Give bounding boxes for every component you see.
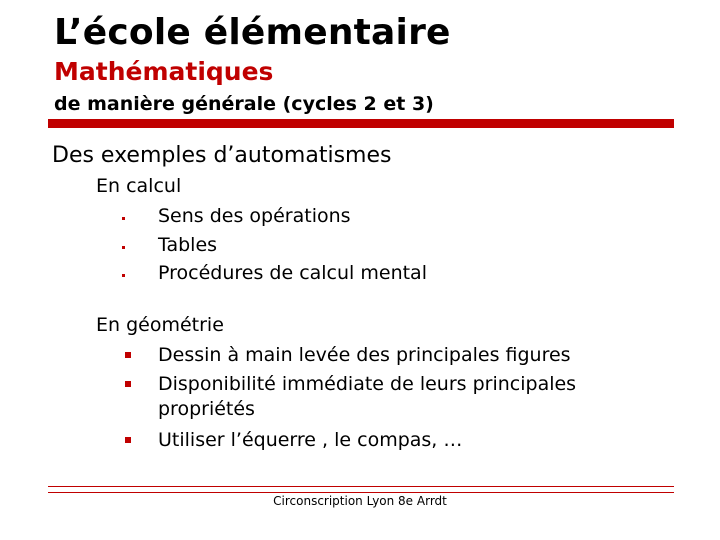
list-item: Procédures de calcul mental	[158, 262, 427, 284]
list-item: Disponibilité immédiate de leurs principales	[158, 373, 577, 395]
square-bullet-icon	[125, 437, 131, 443]
header-divider-thick	[48, 119, 674, 128]
slide-title: L’école élémentaire	[54, 12, 451, 53]
bullet-icon	[122, 246, 125, 249]
list-item: Tables	[158, 234, 218, 256]
list-item: Dessin à main levée des principales figures	[158, 344, 571, 366]
group-label-geometrie: En géométrie	[96, 314, 224, 336]
slide-subtitle: Mathématiques	[54, 57, 274, 86]
list-item-continuation: propriétés	[158, 398, 255, 420]
footer-divider-top	[48, 486, 674, 487]
footer-divider-bottom	[48, 492, 674, 493]
slide-subheading: de manière générale (cycles 2 et 3)	[54, 93, 434, 115]
square-bullet-icon	[125, 352, 131, 358]
list-item: Utiliser l’équerre , le compas, …	[158, 429, 463, 451]
section-heading: Des exemples d’automatismes	[52, 143, 392, 168]
group-label-calcul: En calcul	[96, 175, 182, 197]
list-item: Sens des opérations	[158, 205, 351, 227]
bullet-icon	[122, 274, 125, 277]
square-bullet-icon	[125, 381, 131, 387]
footer-text: Circonscription Lyon 8e Arrdt	[273, 494, 447, 508]
bullet-icon	[122, 217, 125, 220]
